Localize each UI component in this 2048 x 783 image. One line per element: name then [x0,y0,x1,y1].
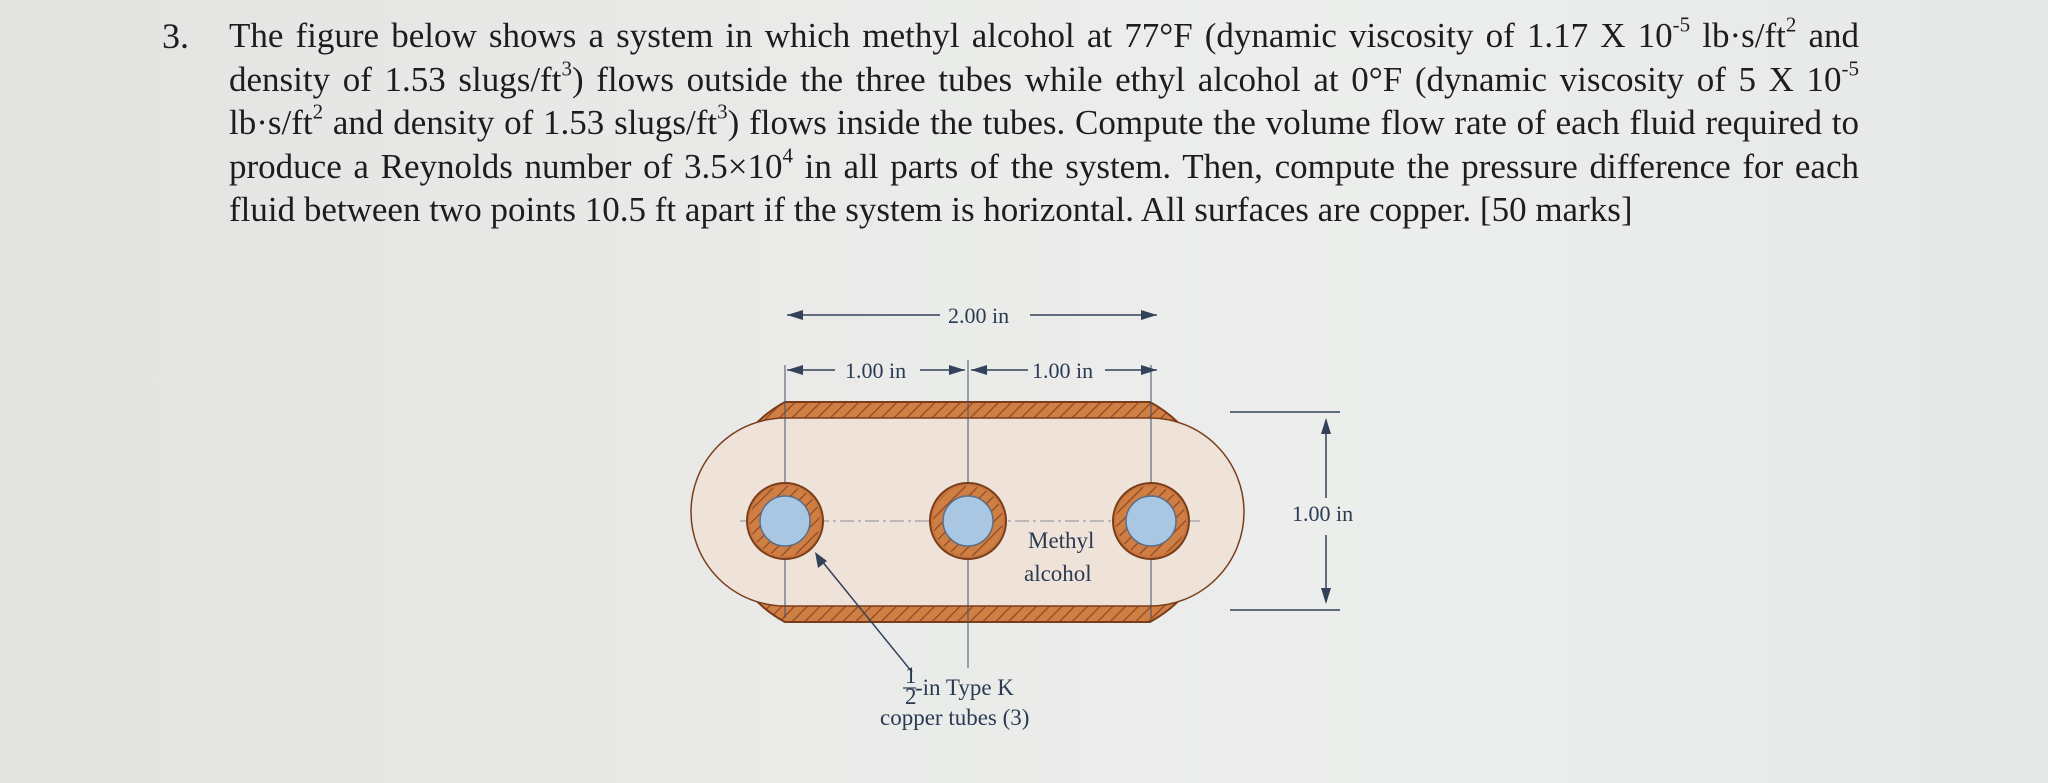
text-segment: ) flows inside the tubes. Compute the volume flow rate of each fluid required to produce a Reynolds number of 3.5×10 [229,103,1859,186]
dim-top-label: 2.00 in [948,303,1010,328]
text-segment: and density of 1.53 slugs/ft [323,103,718,143]
dim-right-label: 1.00 in [1032,358,1094,383]
text-segment: and density of 1.53 slugs/ft [229,16,1859,99]
text-segment: ) flows outside the three tubes while ethyl alcohol at 0°F (dynamic viscosity of 5 X 10 [571,59,1842,99]
tube-middle [930,483,1006,559]
tube-label [880,663,1029,730]
tube-left [747,483,823,559]
fluid-label-line1: Methyl [1028,528,1095,553]
superscript: 3 [561,55,572,80]
fluid-label-line2: alcohol [1024,561,1092,586]
superscript: 3 [717,99,728,124]
text-segment: The figure below shows a system in which methyl alcohol at 77°F (dynamic viscosity of 1.17 X 10 [229,16,1673,55]
superscript: 2 [312,99,324,124]
text-segment: in all parts of the system. Then, compute the pressure difference for each fluid between two points 10.5 ft apart if the system is horizontal. All surfaces are copper. [50 marks] [229,146,1859,230]
text-segment: lb·s/ft [1690,16,1786,55]
text-segment: lb·s/ft [229,103,313,143]
fraction-denominator: 2 [905,684,917,709]
superscript: 2 [1785,12,1797,37]
superscript: -5 [1672,12,1691,37]
tube-right [1113,483,1189,559]
fraction-numerator: 1 [905,663,917,688]
tube-label-line2: copper tubes (3) [880,705,1030,730]
question-number: 3. [162,16,189,56]
superscript: 4 [782,143,793,168]
dimension-top [787,303,1157,328]
dimension-height [1230,412,1353,610]
dim-left-label: 1.00 in [845,358,907,383]
superscript: -5 [1841,55,1859,80]
dimension-row [787,358,1157,383]
tube-label-line1: -in Type K [915,675,1014,700]
dim-height-label: 1.00 in [1292,501,1354,526]
